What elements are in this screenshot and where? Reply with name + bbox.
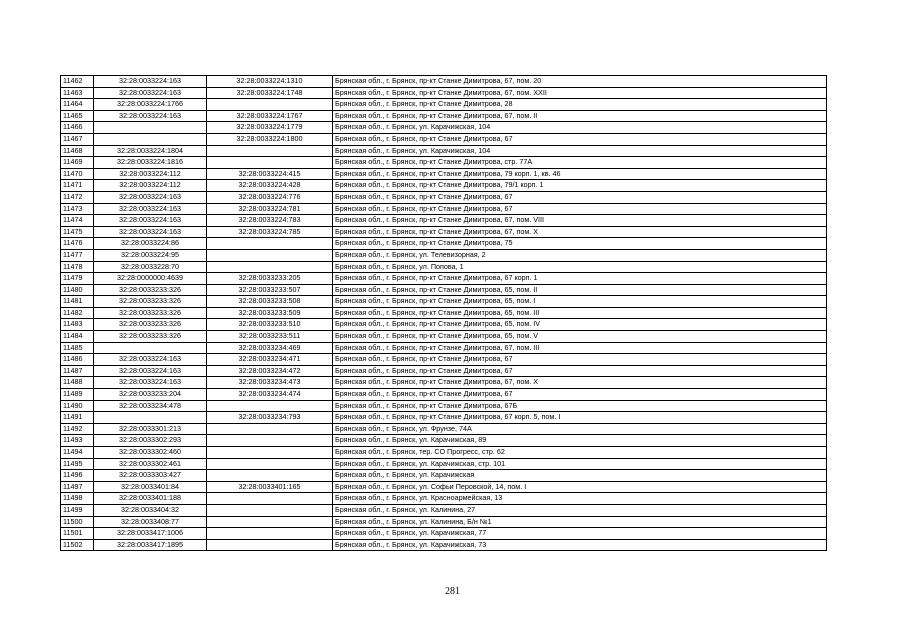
land-cadastral-number-cell: 32:28:0033224:163 (94, 76, 207, 88)
building-cadastral-number-cell: 32:28:0033234:474 (207, 389, 333, 401)
building-cadastral-number-cell (207, 528, 333, 540)
row-number-cell: 11489 (61, 389, 94, 401)
land-cadastral-number-cell: 32:28:0033302:461 (94, 458, 207, 470)
building-cadastral-number-cell: 32:28:0033233:507 (207, 284, 333, 296)
address-cell: Брянская обл., г. Брянск, пр-кт Станке Димитрова, 65, пом. II (333, 284, 827, 296)
table-row (61, 504, 827, 516)
address-cell: Брянская обл., г. Брянск, ул. Карачижская, 77 (333, 528, 827, 540)
land-cadastral-number-cell: 32:28:0033417:1006 (94, 528, 207, 540)
table-row (61, 412, 827, 424)
address-cell: Брянская обл., г. Брянск, ул. Карачижская, 89 (333, 435, 827, 447)
building-cadastral-number-cell: 32:28:0033224:1779 (207, 122, 333, 134)
land-cadastral-number-cell: 32:28:0033224:163 (94, 87, 207, 99)
row-number-cell: 11483 (61, 319, 94, 331)
building-cadastral-number-cell: 32:28:0033234:473 (207, 377, 333, 389)
building-cadastral-number-cell: 32:28:0033224:781 (207, 203, 333, 215)
building-cadastral-number-cell (207, 249, 333, 261)
land-cadastral-number-cell: 32:28:0033233:326 (94, 296, 207, 308)
row-number-cell: 11500 (61, 516, 94, 528)
address-cell: Брянская обл., г. Брянск, пр-кт Станке Димитрова, 67 (333, 365, 827, 377)
land-cadastral-number-cell: 32:28:0033401:188 (94, 493, 207, 505)
land-cadastral-number-cell: 32:28:0033224:163 (94, 226, 207, 238)
address-cell: Брянская обл., г. Брянск, пр-кт Станке Димитрова, 75 (333, 238, 827, 250)
building-cadastral-number-cell (207, 400, 333, 412)
row-number-cell: 11480 (61, 284, 94, 296)
cadastral-table (60, 75, 827, 551)
table-row (61, 447, 827, 459)
building-cadastral-number-cell (207, 99, 333, 111)
land-cadastral-number-cell (94, 412, 207, 424)
table-row (61, 319, 827, 331)
building-cadastral-number-cell: 32:28:0033233:509 (207, 307, 333, 319)
building-cadastral-number-cell (207, 493, 333, 505)
address-cell: Брянская обл., г. Брянск, пр-кт Станке Димитрова, 67 (333, 133, 827, 145)
land-cadastral-number-cell: 32:28:0033224:1804 (94, 145, 207, 157)
row-number-cell: 11498 (61, 493, 94, 505)
table-row (61, 516, 827, 528)
address-cell: Брянская обл., г. Брянск, пр-кт Станке Димитрова, 65, пом. V (333, 331, 827, 343)
building-cadastral-number-cell (207, 435, 333, 447)
table-row (61, 238, 827, 250)
address-cell: Брянская обл., г. Брянск, пр-кт Станке Димитрова, 67, пом. XXII (333, 87, 827, 99)
table-row (61, 296, 827, 308)
row-number-cell: 11466 (61, 122, 94, 134)
table-row (61, 180, 827, 192)
table-row (61, 284, 827, 296)
address-cell: Брянская обл., г. Брянск, ул. Карачижская, 104 (333, 122, 827, 134)
address-cell: Брянская обл., г. Брянск, пр-кт Станке Димитрова, 67, пом. II (333, 110, 827, 122)
building-cadastral-number-cell: 32:28:0033234:471 (207, 354, 333, 366)
row-number-cell: 11499 (61, 504, 94, 516)
land-cadastral-number-cell: 32:28:0033224:1766 (94, 99, 207, 111)
table-row (61, 481, 827, 493)
land-cadastral-number-cell: 32:28:0033408:77 (94, 516, 207, 528)
table-row (61, 307, 827, 319)
land-cadastral-number-cell: 32:28:0033404:32 (94, 504, 207, 516)
table-row (61, 261, 827, 273)
table-row (61, 365, 827, 377)
building-cadastral-number-cell: 32:28:0033233:205 (207, 273, 333, 285)
land-cadastral-number-cell: 32:28:0033233:326 (94, 319, 207, 331)
address-cell: Брянская обл., г. Брянск, ул. Карачижская (333, 470, 827, 482)
address-cell: Брянская обл., г. Брянск, пр-кт Станке Димитрова, 28 (333, 99, 827, 111)
address-cell: Брянская обл., г. Брянск, пр-кт Станке Димитрова, 67, пом. III (333, 342, 827, 354)
table-row (61, 342, 827, 354)
address-cell: Брянская обл., г. Брянск, ул. Карачижская, стр. 101 (333, 458, 827, 470)
address-cell: Брянская обл., г. Брянск, ул. Карачижская, 104 (333, 145, 827, 157)
row-number-cell: 11467 (61, 133, 94, 145)
address-cell: Брянская обл., г. Брянск, пр-кт Станке Димитрова, 65, пом. III (333, 307, 827, 319)
building-cadastral-number-cell: 32:28:0033224:1748 (207, 87, 333, 99)
address-cell: Брянская обл., г. Брянск, ул. Софьи Перовской, 14, пом. I (333, 481, 827, 493)
table-row (61, 203, 827, 215)
land-cadastral-number-cell: 32:28:0033302:293 (94, 435, 207, 447)
land-cadastral-number-cell: 32:28:0033401:84 (94, 481, 207, 493)
building-cadastral-number-cell (207, 145, 333, 157)
row-number-cell: 11471 (61, 180, 94, 192)
row-number-cell: 11491 (61, 412, 94, 424)
building-cadastral-number-cell: 32:28:0033224:785 (207, 226, 333, 238)
row-number-cell: 11488 (61, 377, 94, 389)
building-cadastral-number-cell: 32:28:0033401:165 (207, 481, 333, 493)
address-cell: Брянская обл., г. Брянск, ул. Телевизорная, 2 (333, 249, 827, 261)
land-cadastral-number-cell: 32:28:0033224:86 (94, 238, 207, 250)
building-cadastral-number-cell: 32:28:0033224:783 (207, 215, 333, 227)
building-cadastral-number-cell (207, 516, 333, 528)
land-cadastral-number-cell (94, 133, 207, 145)
row-number-cell: 11485 (61, 342, 94, 354)
address-cell: Брянская обл., г. Брянск, ул. Фрунзе, 74А (333, 423, 827, 435)
land-cadastral-number-cell: 32:28:0033301:213 (94, 423, 207, 435)
address-cell: Брянская обл., г. Брянск, пр-кт Станке Димитрова, 67Б (333, 400, 827, 412)
row-number-cell: 11479 (61, 273, 94, 285)
table-row (61, 249, 827, 261)
row-number-cell: 11477 (61, 249, 94, 261)
row-number-cell: 11472 (61, 191, 94, 203)
row-number-cell: 11475 (61, 226, 94, 238)
table-row (61, 110, 827, 122)
row-number-cell: 11493 (61, 435, 94, 447)
row-number-cell: 11481 (61, 296, 94, 308)
table-row (61, 400, 827, 412)
row-number-cell: 11502 (61, 539, 94, 551)
land-cadastral-number-cell: 32:28:0033224:112 (94, 180, 207, 192)
table-row (61, 458, 827, 470)
row-number-cell: 11470 (61, 168, 94, 180)
page-number: 281 (445, 586, 460, 597)
land-cadastral-number-cell: 32:28:0033234:478 (94, 400, 207, 412)
address-cell: Брянская обл., г. Брянск, пр-кт Станке Димитрова, 67 корп. 5, пом. I (333, 412, 827, 424)
table-row (61, 76, 827, 88)
land-cadastral-number-cell: 32:28:0033224:1816 (94, 157, 207, 169)
address-cell: Брянская обл., г. Брянск, пр-кт Станке Димитрова, 79/1 корп. 1 (333, 180, 827, 192)
address-cell: Брянская обл., г. Брянск, пр-кт Станке Димитрова, 67 корп. 1 (333, 273, 827, 285)
row-number-cell: 11473 (61, 203, 94, 215)
table-row (61, 133, 827, 145)
address-cell: Брянская обл., г. Брянск, пр-кт Станке Димитрова, 65, пом. I (333, 296, 827, 308)
address-cell: Брянская обл., г. Брянск, ул. Карачижская, 73 (333, 539, 827, 551)
address-cell: Брянская обл., г. Брянск, ул. Калинина, 27 (333, 504, 827, 516)
land-cadastral-number-cell (94, 122, 207, 134)
address-cell: Брянская обл., г. Брянск, ул. Красноармейская, 13 (333, 493, 827, 505)
address-cell: Брянская обл., г. Брянск, пр-кт Станке Димитрова, 67, пом. X (333, 226, 827, 238)
building-cadastral-number-cell: 32:28:0033224:776 (207, 191, 333, 203)
land-cadastral-number-cell: 32:28:0033303:427 (94, 470, 207, 482)
table-row (61, 331, 827, 343)
table-row (61, 157, 827, 169)
building-cadastral-number-cell: 32:28:0033234:472 (207, 365, 333, 377)
land-cadastral-number-cell: 32:28:0033233:326 (94, 331, 207, 343)
building-cadastral-number-cell (207, 238, 333, 250)
row-number-cell: 11469 (61, 157, 94, 169)
building-cadastral-number-cell: 32:28:0033224:1800 (207, 133, 333, 145)
land-cadastral-number-cell: 32:28:0033224:163 (94, 191, 207, 203)
building-cadastral-number-cell: 32:28:0033233:508 (207, 296, 333, 308)
table-row (61, 145, 827, 157)
row-number-cell: 11484 (61, 331, 94, 343)
land-cadastral-number-cell: 32:28:0033224:163 (94, 110, 207, 122)
address-cell: Брянская обл., г. Брянск, пр-кт Станке Димитрова, 67, пом. X (333, 377, 827, 389)
land-cadastral-number-cell: 32:28:0033233:326 (94, 307, 207, 319)
building-cadastral-number-cell (207, 261, 333, 273)
row-number-cell: 11462 (61, 76, 94, 88)
table-row (61, 273, 827, 285)
table-row (61, 354, 827, 366)
address-cell: Брянская обл., г. Брянск, пр-кт Станке Димитрова, 67 (333, 354, 827, 366)
address-cell: Брянская обл., г. Брянск, пр-кт Станке Димитрова, 67 (333, 203, 827, 215)
row-number-cell: 11497 (61, 481, 94, 493)
address-cell: Брянская обл., г. Брянск, пр-кт Станке Димитрова, 65, пом. IV (333, 319, 827, 331)
land-cadastral-number-cell: 32:28:0033224:163 (94, 215, 207, 227)
table-row (61, 493, 827, 505)
table-row (61, 168, 827, 180)
land-cadastral-number-cell: 32:28:0033224:163 (94, 354, 207, 366)
building-cadastral-number-cell: 32:28:0033224:1767 (207, 110, 333, 122)
land-cadastral-number-cell: 32:28:0033224:95 (94, 249, 207, 261)
row-number-cell: 11468 (61, 145, 94, 157)
land-cadastral-number-cell: 32:28:0033233:204 (94, 389, 207, 401)
land-cadastral-number-cell: 32:28:0033224:163 (94, 377, 207, 389)
table-row (61, 122, 827, 134)
building-cadastral-number-cell: 32:28:0033224:415 (207, 168, 333, 180)
building-cadastral-number-cell: 32:28:0033224:1310 (207, 76, 333, 88)
building-cadastral-number-cell: 32:28:0033233:510 (207, 319, 333, 331)
table-row (61, 435, 827, 447)
row-number-cell: 11476 (61, 238, 94, 250)
table-body (61, 76, 827, 551)
building-cadastral-number-cell (207, 458, 333, 470)
land-cadastral-number-cell: 32:28:0033233:326 (94, 284, 207, 296)
land-cadastral-number-cell: 32:28:0033302:460 (94, 447, 207, 459)
table-row (61, 528, 827, 540)
address-cell: Брянская обл., г. Брянск, пр-кт Станке Димитрова, 67, пом. VIII (333, 215, 827, 227)
table-row (61, 226, 827, 238)
land-cadastral-number-cell: 32:28:0000000:4639 (94, 273, 207, 285)
row-number-cell: 11486 (61, 354, 94, 366)
building-cadastral-number-cell: 32:28:0033234:793 (207, 412, 333, 424)
address-cell: Брянская обл., г. Брянск, пр-кт Станке Димитрова, 67 (333, 191, 827, 203)
building-cadastral-number-cell (207, 470, 333, 482)
table-row (61, 470, 827, 482)
building-cadastral-number-cell: 32:28:0033233:511 (207, 331, 333, 343)
land-cadastral-number-cell: 32:28:0033224:163 (94, 203, 207, 215)
land-cadastral-number-cell: 32:28:0033224:163 (94, 365, 207, 377)
row-number-cell: 11463 (61, 87, 94, 99)
land-cadastral-number-cell: 32:28:0033224:112 (94, 168, 207, 180)
building-cadastral-number-cell (207, 157, 333, 169)
table-row (61, 99, 827, 111)
row-number-cell: 11487 (61, 365, 94, 377)
row-number-cell: 11495 (61, 458, 94, 470)
land-cadastral-number-cell: 32:28:0033417:1895 (94, 539, 207, 551)
table-row (61, 539, 827, 551)
row-number-cell: 11465 (61, 110, 94, 122)
row-number-cell: 11496 (61, 470, 94, 482)
building-cadastral-number-cell (207, 447, 333, 459)
land-cadastral-number-cell (94, 342, 207, 354)
building-cadastral-number-cell (207, 539, 333, 551)
address-cell: Брянская обл., г. Брянск, пр-кт Станке Димитрова, 67 (333, 389, 827, 401)
building-cadastral-number-cell (207, 423, 333, 435)
address-cell: Брянская обл., г. Брянск, пр-кт Станке Димитрова, стр. 77А (333, 157, 827, 169)
row-number-cell: 11494 (61, 447, 94, 459)
row-number-cell: 11492 (61, 423, 94, 435)
building-cadastral-number-cell (207, 504, 333, 516)
table-row (61, 377, 827, 389)
row-number-cell: 11490 (61, 400, 94, 412)
table-row (61, 423, 827, 435)
building-cadastral-number-cell: 32:28:0033224:428 (207, 180, 333, 192)
row-number-cell: 11474 (61, 215, 94, 227)
land-cadastral-number-cell: 32:28:0033228:70 (94, 261, 207, 273)
address-cell: Брянская обл., г. Брянск, тер. СО Прогресс, стр. 62 (333, 447, 827, 459)
address-cell: Брянская обл., г. Брянск, пр-кт Станке Димитрова, 79 корп. 1, кв. 46 (333, 168, 827, 180)
address-cell: Брянская обл., г. Брянск, пр-кт Станке Димитрова, 67, пом. 20 (333, 76, 827, 88)
table-row (61, 389, 827, 401)
row-number-cell: 11501 (61, 528, 94, 540)
address-cell: Брянская обл., г. Брянск, ул. Калинина, Б/н №1 (333, 516, 827, 528)
address-cell: Брянская обл., г. Брянск, ул. Попова, 1 (333, 261, 827, 273)
building-cadastral-number-cell: 32:28:0033234:469 (207, 342, 333, 354)
table-row (61, 87, 827, 99)
table-row (61, 191, 827, 203)
table-row (61, 215, 827, 227)
row-number-cell: 11464 (61, 99, 94, 111)
row-number-cell: 11478 (61, 261, 94, 273)
row-number-cell: 11482 (61, 307, 94, 319)
